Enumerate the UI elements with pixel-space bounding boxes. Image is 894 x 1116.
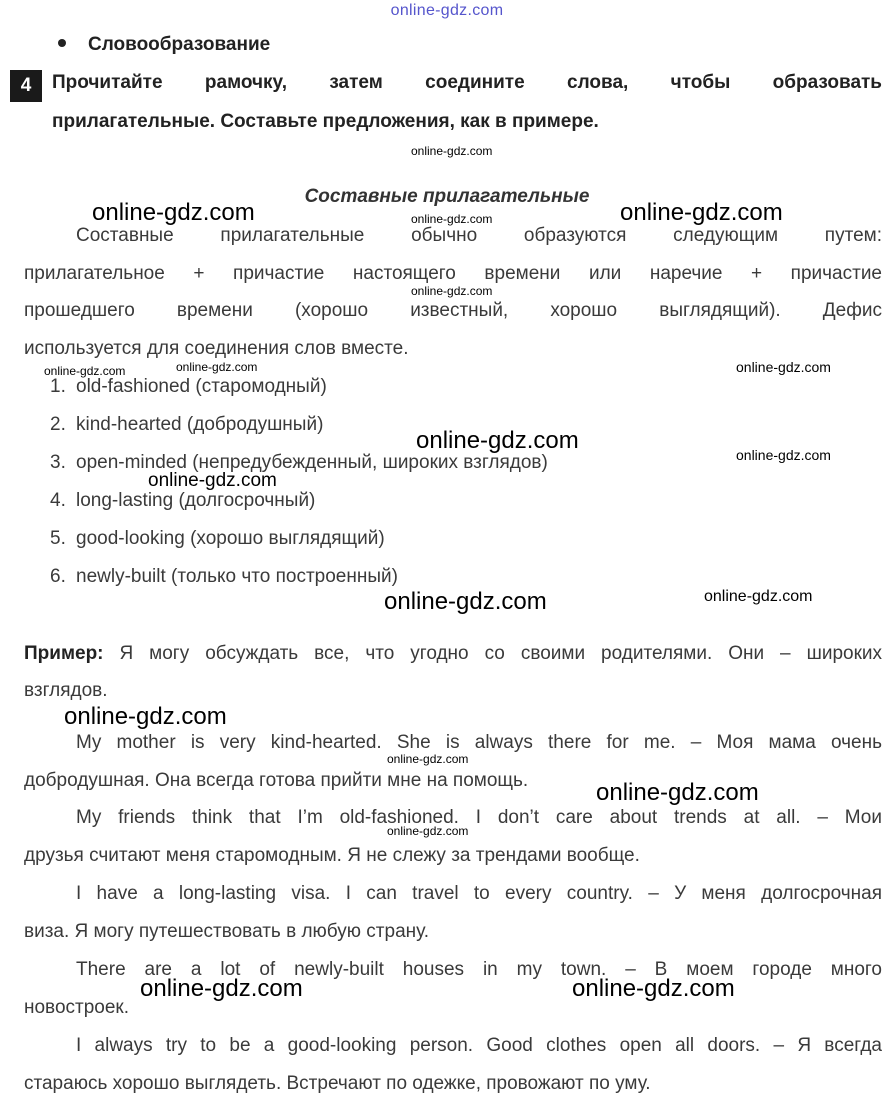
watermark: online-gdz.com [384,588,547,615]
watermark: online-gdz.com [44,364,126,378]
rule-text-line: используется для соединения слов вместе. [24,338,409,359]
watermark: online-gdz.com [387,824,469,838]
example-label: Пример: [24,643,104,664]
sentence-line: стараюсь хорошо выглядеть. Встречают по одежке, провожают по уму. [24,1073,651,1094]
sentence-line: My mother is very kind-hearted. She is always there for me. – Моя мама очень [76,732,882,753]
sentence-line: друзья считают меня старомодным. Я не слежу за трендами вообще. [24,845,640,866]
watermark: online-gdz.com [416,427,579,454]
rule-box-title: Составные прилагательные [304,186,590,207]
list-item: 1. old-fashioned (старомодный) [50,376,327,397]
watermark: online-gdz.com [736,447,831,463]
example-line-1: Пример: Я могу обсуждать все, что угодно со своими родителями. Они – широких [24,643,883,664]
list-item: 4. long-lasting (долгосрочный) [50,490,316,511]
sentence-line: виза. Я могу путешествовать в любую страну. [24,921,430,942]
watermark: online-gdz.com [572,975,735,1002]
watermark: online-gdz.com [596,779,759,806]
watermark: online-gdz.com [387,752,469,766]
sentence-line: I always try to be a good-looking person. Good clothes open all doors. – Я всегда [76,1035,882,1056]
watermark: online-gdz.com [92,199,255,226]
watermark: online-gdz.com [176,360,258,374]
list-item: 2. kind-hearted (добродушный) [50,414,324,435]
example-line-2: взглядов. [24,680,108,701]
watermark: online-gdz.com [64,703,227,730]
watermark: online-gdz.com [140,975,303,1002]
sentence-line: My friends think that I’m old-fashioned. I don’t care about trends at all. – Мои [76,807,882,828]
watermark: online-gdz.com [148,470,277,491]
list-item: 5. good-looking (хорошо выглядящий) [50,528,385,549]
watermark: online-gdz.com [620,199,783,226]
sentence-line: I have a long-lasting visa. I can travel to every country. – У меня долгосрочная [76,883,882,904]
sentence-line: добродушная. Она всегда готова прийти мне на помощь. [24,770,529,791]
rule-text-line: прошедшего времени (хорошо известный, хорошо выглядящий). Дефис [24,300,882,321]
section-title: Словообразование [88,34,271,55]
watermark: online-gdz.com [411,212,493,226]
rule-text-line: прилагательное + причастие настоящего времени или наречие + причастие [24,263,882,284]
bullet-icon [58,39,66,47]
watermark: online-gdz.com [736,359,831,375]
rule-text-line: Составные прилагательные обычно образуются следующим путем: [76,225,882,246]
list-item: 3. open-minded (непредубежденный, широких взглядов) [50,452,548,473]
sentence-line: There are a lot of newly-built houses in my town. – В моем городе много [76,959,882,980]
watermark: online-gdz.com [704,588,813,605]
watermark: online-gdz.com [411,144,493,158]
section-heading [58,34,270,56]
task-number-badge: 4 [10,70,42,102]
list-item: 6. newly-built (только что построенный) [50,566,398,587]
task-instruction-line-1: Прочитайте рамочку, затем соедините слова, чтобы образовать [52,72,882,93]
watermark: online-gdz.com [411,284,493,298]
task-instruction-line-2: прилагательные. Составьте предложения, как в примере. [52,111,599,132]
site-header-watermark: online-gdz.com [390,2,504,19]
sentence-line: новостроек. [24,997,130,1018]
